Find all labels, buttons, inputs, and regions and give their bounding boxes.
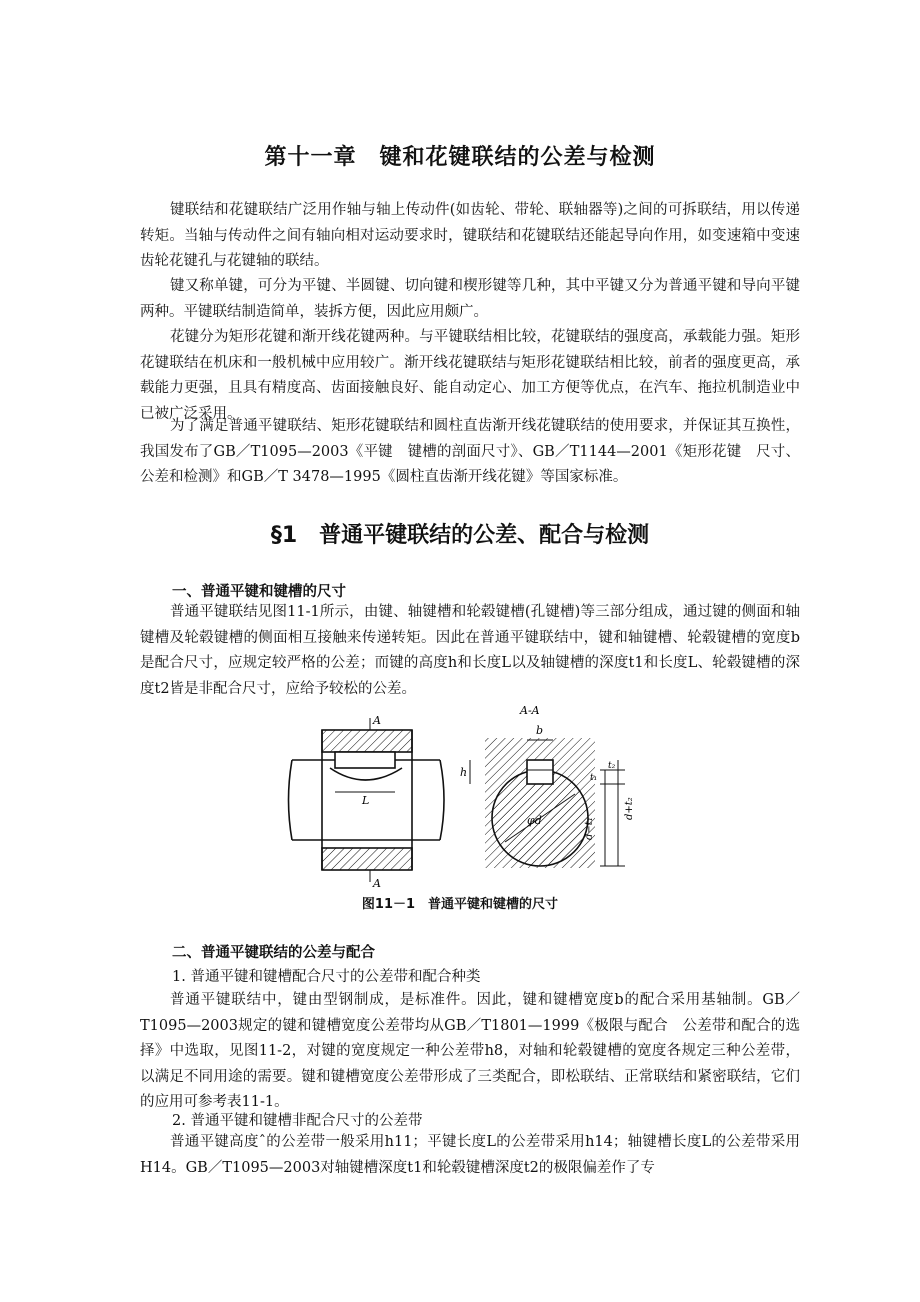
intro-paragraph-3: 花键分为矩形花键和渐开线花键两种。与平键联结相比较，花键联结的强度高，承载能力强。矩形花键联结在机床和一般机械中应用较广。渐开线花键联结与矩形花键联结相比较，前者的强度更高，承载能力更强，且具有精度高、齿面接触良好、能自动定心、加工方便等优点，在汽车、拖拉机制造业中已被广泛采用。 xyxy=(140,329,800,422)
figure-caption: 图11－1 普通平键和键槽的尺寸 xyxy=(361,897,559,912)
intro-paragraph-1: 键联结和花键联结广泛用作轴与轴上传动件(如齿轮、带轮、联轴器等)之间的可拆联结，用以传递转矩。当轴与传动件之间有轴向相对运动要求时，键联结和花键联结还能起导向作用，如变速箱中变速齿轮花键孔与花键轴的联结。 xyxy=(140,202,800,269)
subsection-1-paragraph: 普通平键联结见图11-1所示，由键、轴键槽和轮毂键槽(孔键槽)等三部分组成，通过键的侧面和轴键槽及轮毂键槽的侧面相互接触来传递转矩。因此在普通平键联结中，键和轴键槽、轮毂键槽的宽度b是配合尺寸，应规定较严格的公差；而键的高度h和长度L以及轴键槽的深度t1和长度L、轮毂键槽的深度t2皆是非配合尺寸，应给予较松的公差。 xyxy=(140,604,800,697)
subsection-1-heading: 一、普通平键和键槽的尺寸 xyxy=(172,584,346,600)
section-title: §1 普通平键联结的公差、配合与检测 xyxy=(270,523,650,548)
item-1-paragraph: 普通平键联结中，键由型钢制成，是标准件。因此，键和键槽宽度b的配合采用基轴制。GB／T1095—2003规定的键和键槽宽度公差带均从GB／T1801—1999《极限与配合 公差带和配合的选择》中选取，见图11-2，对键的宽度规定一种公差带h8，对轴和轮毂键槽的宽度各规定三种公差带，以满足不同用途的需要。键和键槽宽度公差带形成了三类配合，即松联结、正常联结和紧密联结，它们的应用可参考表11-1。 xyxy=(140,992,800,1110)
intro-paragraph-2: 键又称单键，可分为平键、半圆键、切向键和楔形键等几种，其中平键又分为普通平键和导向平键两种。平键联结制造简单，装拆方便，因此应用颇广。 xyxy=(140,278,800,320)
item-2-paragraph: 普通平键高度ˆ的公差带一般采用h11；平键长度L的公差带采用h14；轴键槽长度L的公差带采用H14。GB／T1095—2003对轴键槽深度t1和轮毂键槽深度t2的极限偏差作了专 xyxy=(140,1134,800,1176)
item-2-title: 2. 普通平键和键槽非配合尺寸的公差带 xyxy=(172,1113,423,1129)
t1-label: t₁ xyxy=(590,773,598,783)
width-label: b xyxy=(536,724,544,737)
section-mark-bottom: A xyxy=(373,877,381,890)
height-label: h xyxy=(460,766,468,779)
chapter-title: 第十一章 键和花键联结的公差与检测 xyxy=(264,145,656,170)
intro-paragraph-4: 为了满足普通平键联结、矩形花键联结和圆柱直齿渐开线花键联结的使用要求，并保证其互换性，我国发布了GB／T1095—2003《平键 键槽的剖面尺寸》、GB／T1144—2001《矩形花键 尺寸、公差和检测》和GB／T 3478—1995《圆柱直齿渐开线花键》等国家标准。 xyxy=(140,418,800,485)
diameter-label: φd xyxy=(527,814,542,827)
cross-section-view xyxy=(470,738,625,868)
length-label: L xyxy=(362,794,370,807)
subsection-2-heading: 二、普通平键联结的公差与配合 xyxy=(172,945,375,961)
view-label: A-A xyxy=(520,704,540,717)
key-keyway-figure xyxy=(280,700,660,890)
item-1-title: 1. 普通平键和键槽配合尺寸的公差带和配合种类 xyxy=(172,969,481,985)
t2-label: t₂ xyxy=(608,761,616,771)
section-mark-top: A xyxy=(373,714,381,727)
d-plus-t2-label: d+t₂ xyxy=(624,797,635,820)
d-minus-t1-label: d−t₁ xyxy=(584,817,595,840)
